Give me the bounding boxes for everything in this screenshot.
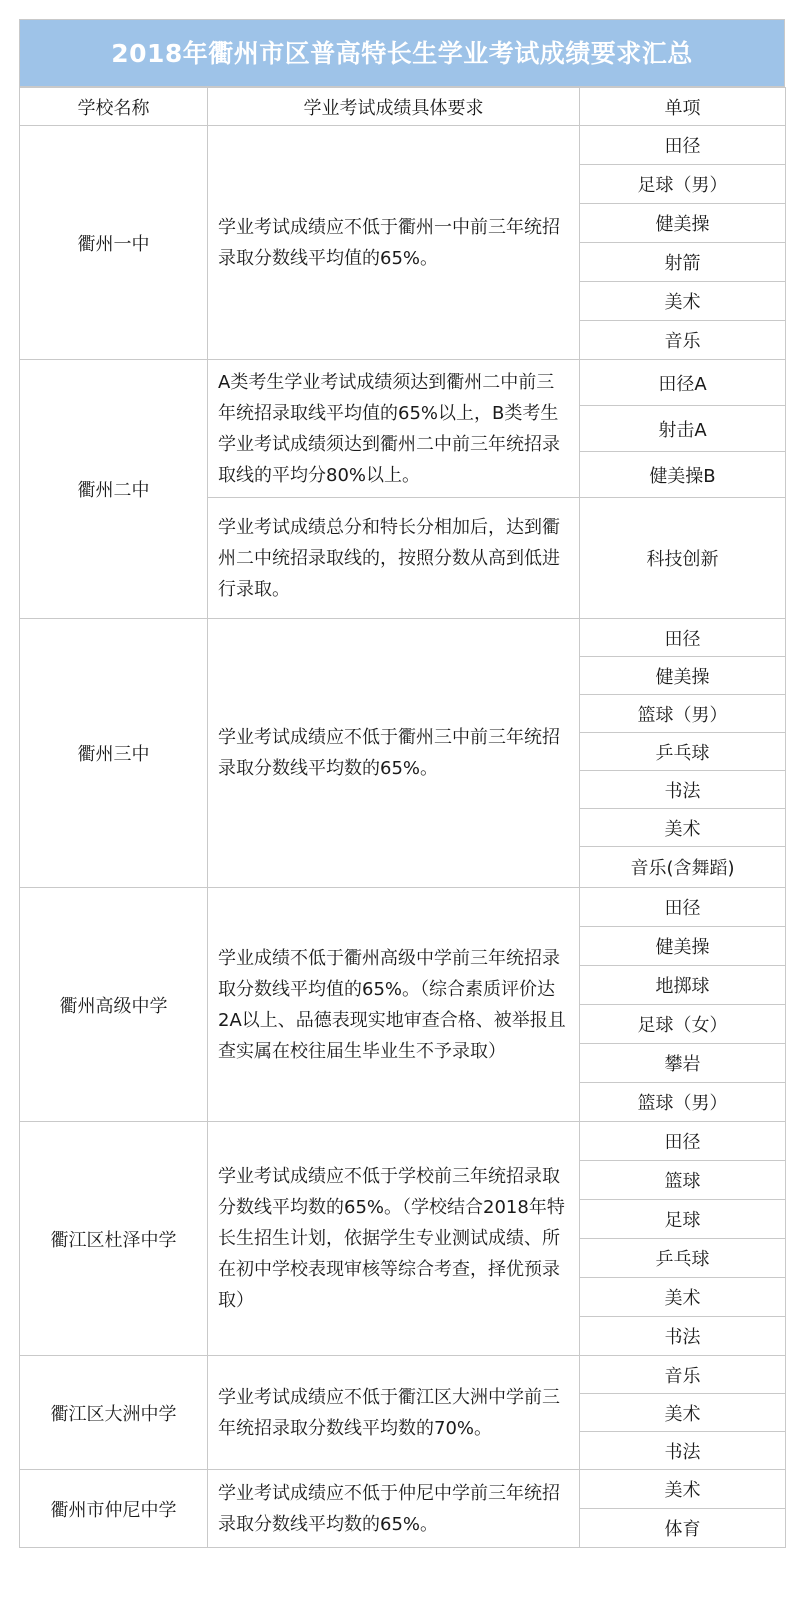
item-cell: 书法 [580, 1432, 786, 1470]
school-name: 衢州三中 [20, 619, 208, 888]
item-cell: 射箭 [580, 243, 786, 282]
header-item: 单项 [580, 88, 786, 126]
item-cell: 篮球（男） [580, 695, 786, 733]
item-cell: 射击A [580, 406, 786, 452]
table-row [20, 360, 786, 406]
item-cell: 科技创新 [580, 498, 786, 619]
requirement-text: 学业考试成绩应不低于衢州三中前三年统招录取分数线平均数的65%。 [208, 619, 580, 888]
item-cell: 音乐(含舞蹈) [580, 847, 786, 888]
item-cell: 田径 [580, 1122, 786, 1161]
item-cell: 美术 [580, 282, 786, 321]
table-title: 2018年衢州市区普高特长生学业考试成绩要求汇总 [19, 19, 785, 87]
item-cell: 足球（女） [580, 1005, 786, 1044]
table-row [20, 619, 786, 657]
requirement-text: A类考生学业考试成绩须达到衢州二中前三年统招录取线平均值的65%以上，B类考生学业考试成绩须达到衢州二中前三年统招录取线的平均分80%以上。 [208, 360, 580, 498]
requirement-text: 学业成绩不低于衢州高级中学前三年统招录取分数线平均值的65%。（综合素质评价达2A以上、品德表现实地审查合格、被举报且查实属在校往届生毕业生不予录取） [208, 888, 580, 1122]
item-cell: 美术 [580, 1278, 786, 1317]
school-name: 衢江区大洲中学 [20, 1356, 208, 1470]
item-cell: 美术 [580, 809, 786, 847]
school-name: 衢江区杜泽中学 [20, 1122, 208, 1356]
item-cell: 乒乓球 [580, 1239, 786, 1278]
item-cell: 音乐 [580, 1356, 786, 1394]
header-requirement: 学业考试成绩具体要求 [208, 88, 580, 126]
item-cell: 健美操 [580, 657, 786, 695]
item-cell: 书法 [580, 1317, 786, 1356]
item-cell: 田径 [580, 888, 786, 927]
requirement-text: 学业考试成绩应不低于仲尼中学前三年统招录取分数线平均数的65%。 [208, 1470, 580, 1548]
item-cell: 田径 [580, 126, 786, 165]
item-cell: 健美操 [580, 927, 786, 966]
item-cell: 足球 [580, 1200, 786, 1239]
requirements-table [19, 87, 786, 1548]
item-cell: 美术 [580, 1470, 786, 1509]
item-cell: 健美操 [580, 204, 786, 243]
school-name: 衢州高级中学 [20, 888, 208, 1122]
school-name: 衢州市仲尼中学 [20, 1470, 208, 1548]
item-cell: 田径A [580, 360, 786, 406]
requirement-text: 学业考试成绩总分和特长分相加后，达到衢州二中统招录取线的，按照分数从高到低进行录取。 [208, 498, 580, 619]
item-cell: 篮球 [580, 1161, 786, 1200]
item-cell: 田径 [580, 619, 786, 657]
requirement-text: 学业考试成绩应不低于衢江区大洲中学前三年统招录取分数线平均数的70%。 [208, 1356, 580, 1470]
table-row [20, 1122, 786, 1161]
item-cell: 书法 [580, 771, 786, 809]
table-row [20, 888, 786, 927]
summary-sheet [19, 19, 785, 1548]
item-cell: 健美操B [580, 452, 786, 498]
requirement-text: 学业考试成绩应不低于衢州一中前三年统招录取分数线平均值的65%。 [208, 126, 580, 360]
item-cell: 美术 [580, 1394, 786, 1432]
item-cell: 体育 [580, 1509, 786, 1548]
school-name: 衢州二中 [20, 360, 208, 619]
header-row [20, 88, 786, 126]
table-row [20, 126, 786, 165]
table-row [20, 1470, 786, 1509]
item-cell: 地掷球 [580, 966, 786, 1005]
item-cell: 乒乓球 [580, 733, 786, 771]
item-cell: 篮球（男） [580, 1083, 786, 1122]
table-row [20, 1356, 786, 1394]
item-cell: 足球（男） [580, 165, 786, 204]
item-cell: 音乐 [580, 321, 786, 360]
item-cell: 攀岩 [580, 1044, 786, 1083]
school-name: 衢州一中 [20, 126, 208, 360]
requirement-text: 学业考试成绩应不低于学校前三年统招录取分数线平均数的65%。（学校结合2018年特长生招生计划，依据学生专业测试成绩、所在初中学校表现审核等综合考查，择优预录取） [208, 1122, 580, 1356]
header-school: 学校名称 [20, 88, 208, 126]
